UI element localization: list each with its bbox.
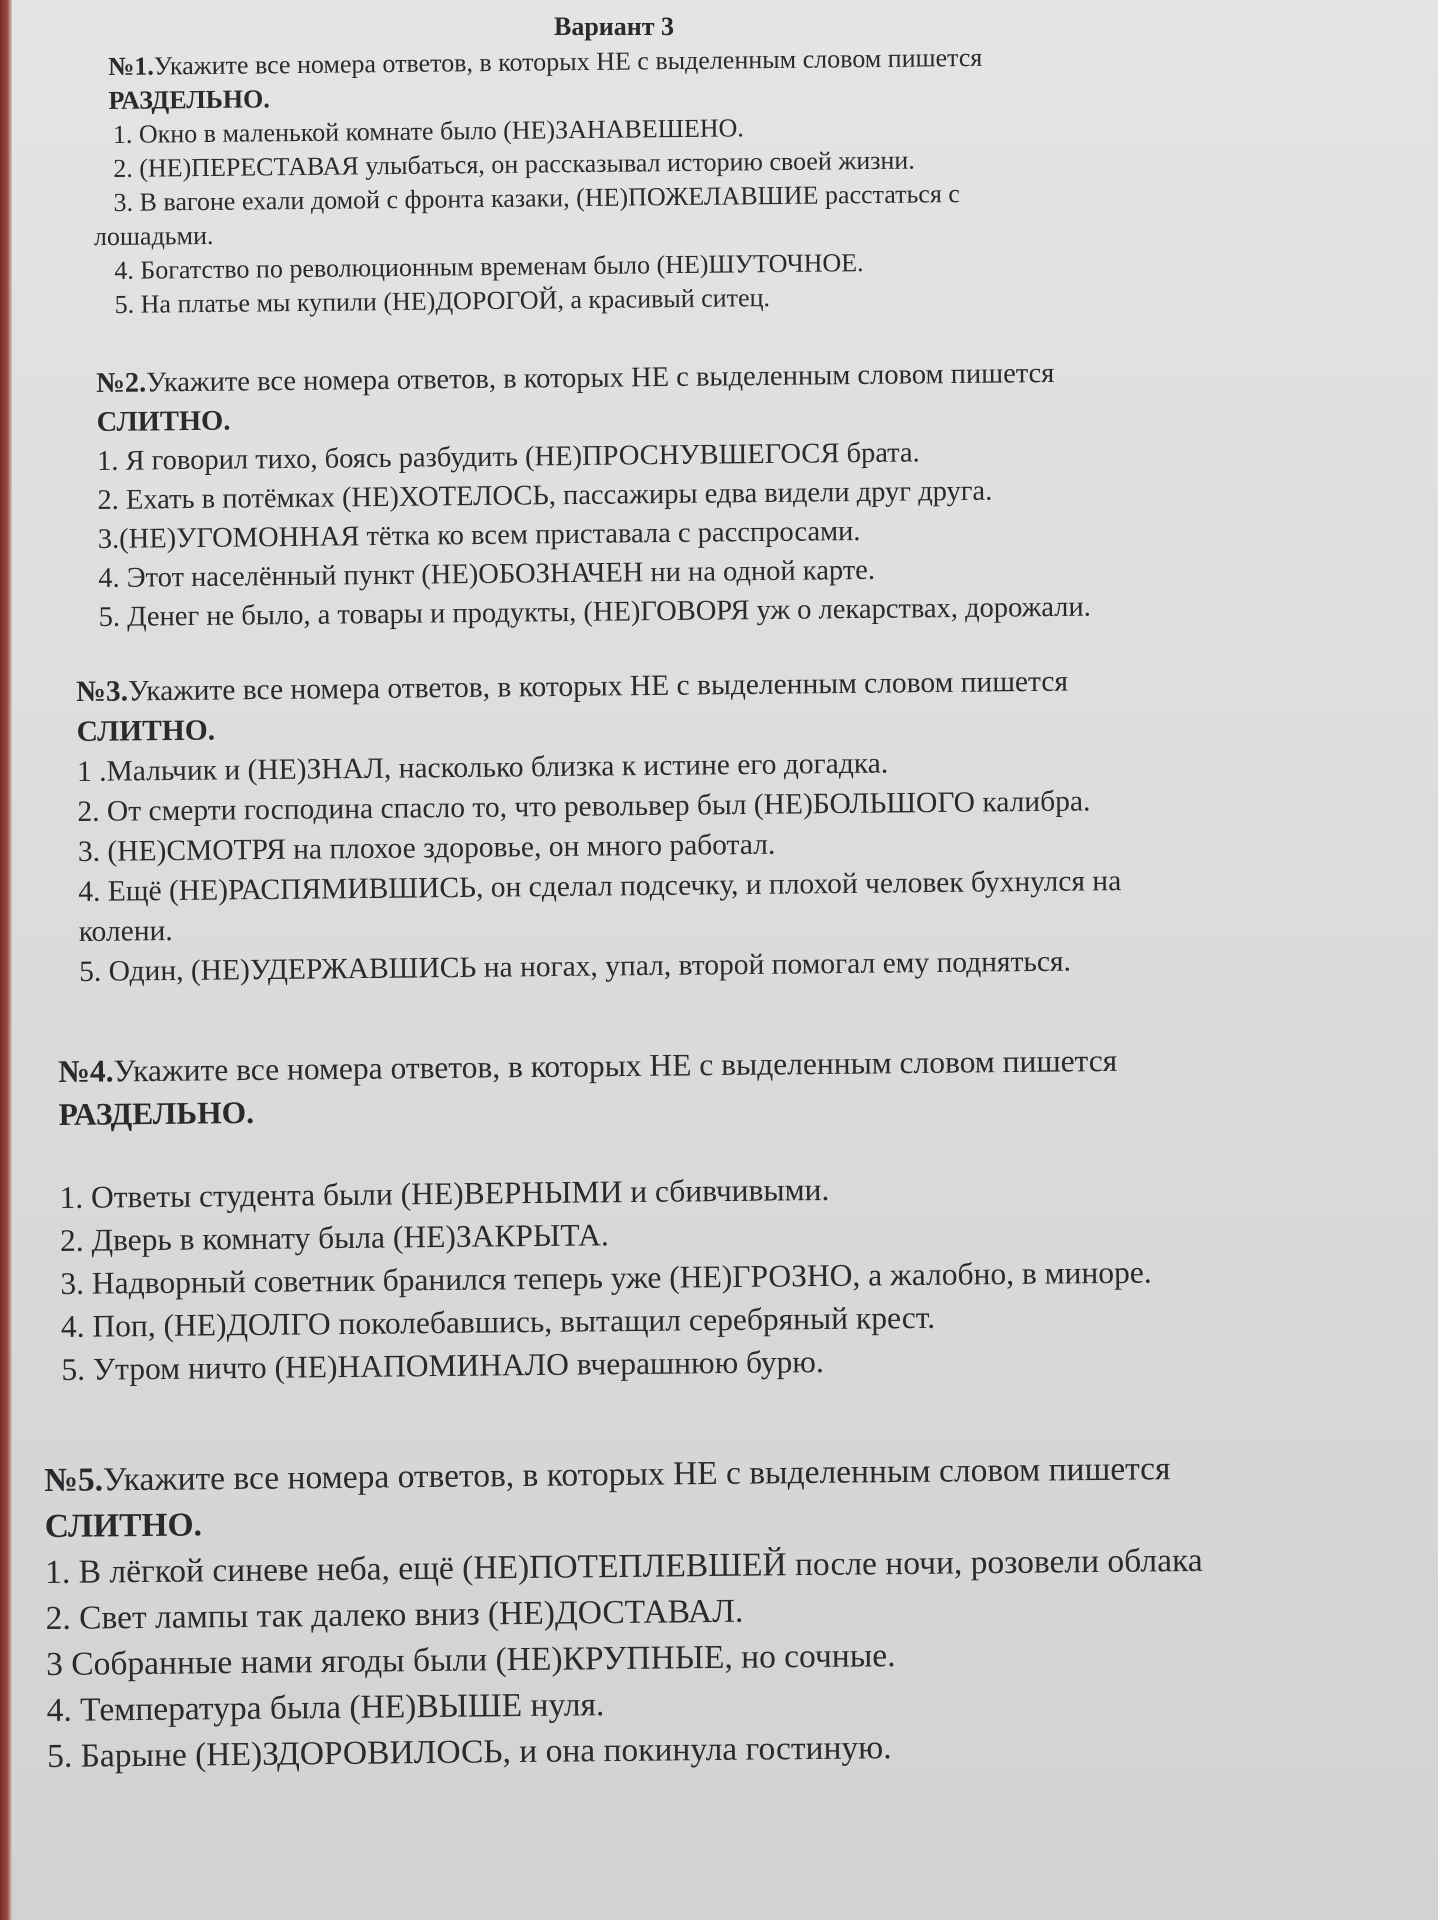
task-1-spelling-mode: РАЗДЕЛЬНО. [108, 84, 270, 115]
task-1-answer-3: 3. В вагоне ехали домой с фронта казаки, (НЕ)ПОЖЕЛАВШИЕ расстаться с лошадьми. [93, 179, 961, 252]
task-3-answer-4: 4. Ещё (НЕ)РАСПЯМИВШИСЬ, он сделал подсечку, и плохой человек бухнулся на колени. [78, 865, 1122, 948]
task-2-number: №2. [96, 367, 147, 399]
task-2 [96, 354, 1091, 637]
task-2-header [96, 354, 1089, 442]
task-2-prompt: Укажите все номера ответов, в которых НЕ с выделенным словом пишется [146, 357, 1055, 399]
task-3-answer-5: 5. Один, (НЕ)УДЕРЖАВШИСЬ на ногах, упал, второй помогал ему подняться. [78, 945, 1072, 988]
worksheet-page [12, 0, 1438, 1920]
task-2-spelling-mode: СЛИТНО. [96, 405, 231, 438]
task-2-answers [97, 432, 1091, 637]
task-1-answer-2: 2. (НЕ)ПЕРЕСТАВАЯ улыбаться, он рассказывал историю своей жизни. [113, 145, 915, 183]
task-5 [44, 1446, 1205, 1780]
task-5-answers [45, 1538, 1205, 1780]
task-5-answer-5: 5. Барыне (НЕ)ЗДОРОВИЛОСЬ, и она покинула гостиную. [46, 1729, 892, 1775]
task-3-header [76, 661, 1120, 752]
task-5-number: №5. [44, 1461, 104, 1499]
task-4-prompt: Укажите все номера ответов, в которых НЕ с выделенным словом пишется [113, 1042, 1118, 1089]
task-2-answer-3: 3.(НЕ)УГОМОННАЯ тётка ко всем приставала с расспросами. [97, 516, 861, 555]
task-4 [58, 1039, 1153, 1391]
task-1-header [108, 41, 983, 118]
task-5-spelling-mode: СЛИТНО. [44, 1506, 203, 1545]
task-1-number: №1. [108, 51, 154, 81]
task-3-answer-1: 1 .Мальчик и (НЕ)ЗНАЛ, насколько близка к истине его догадка. [76, 747, 889, 788]
task-3-spelling-mode: СЛИТНО. [76, 714, 216, 748]
task-1-answer-1: 1. Окно в маленькой комнате было (НЕ)ЗАНАВЕШЕНО. [112, 113, 745, 149]
task-3-answer-2: 2. От смерти господина спасло то, что револьвер был (НЕ)БОЛЬШОГО калибра. [77, 785, 1091, 828]
task-4-spelling-mode: РАЗДЕЛЬНО. [58, 1094, 255, 1132]
task-1-answer-5: 5. На платье мы купили (НЕ)ДОРОГОЙ, а красивый ситец. [114, 283, 771, 319]
task-1-answer-4: 4. Богатство по революционным временам было (НЕ)ШУТОЧНОЕ. [114, 248, 864, 285]
task-5-answer-4: 4. Температура была (НЕ)ВЫШЕ нуля. [46, 1686, 605, 1729]
binder-edge [0, 0, 12, 1920]
task-4-answer-4: 4. Поп, (НЕ)ДОЛГО поколебавшись, вытащил серебряный крест. [60, 1299, 936, 1344]
task-2-answer-1: 1. Я говорил тихо, боясь разбудить (НЕ)ПРОСНУВШЕГОСЯ брата. [96, 437, 920, 477]
task-5-answer-2: 2. Свет лампы так далеко вниз (НЕ)ДОСТАВАЛ. [45, 1592, 744, 1637]
task-1-prompt: Укажите все номера ответов, в которых НЕ с выделенным словом пишется [153, 42, 983, 81]
task-4-answers [59, 1165, 1152, 1391]
task-2-answer-5: 5. Денег не было, а товары и продукты, (НЕ)ГОВОРЯ уж о лекарствах, дорожали. [98, 591, 1091, 633]
task-1 [93, 41, 985, 322]
task-4-number: №4. [58, 1053, 114, 1089]
page-title: Вариант 3 [554, 12, 675, 41]
task-4-answer-2: 2. Дверь в комнату была (НЕ)ЗАКРЫТА. [59, 1217, 609, 1258]
task-4-header [58, 1039, 1150, 1136]
task-3-prompt: Укажите все номера ответов, в которых НЕ с выделенным словом пишется [127, 665, 1069, 708]
task-2-answer-2: 2. Ехать в потёмках (НЕ)ХОТЕЛОСЬ, пассажиры едва видели друг друга. [97, 475, 993, 516]
task-5-answer-1: 1. В лёгкой синеве неба, ещё (НЕ)ПОТЕПЛЕВШЕЙ после ночи, розовели облака [45, 1541, 1203, 1591]
task-2-answer-4: 4. Этот населённый пункт (НЕ)ОБОЗНАЧЕН ни на одной карте. [98, 554, 876, 594]
task-3-number: №3. [76, 675, 129, 708]
task-4-answer-1: 1. Ответы студента были (НЕ)ВЕРНЫМИ и сбивчивыми. [59, 1171, 830, 1215]
task-4-answer-3: 3. Надворный советник бранился теперь уже (НЕ)ГРОЗНО, а жалобно, в миноре. [60, 1254, 1152, 1301]
task-3 [76, 661, 1122, 992]
task-1-answers [93, 109, 985, 322]
task-5-answer-3: 3 Собранные нами ягоды были (НЕ)КРУПНЫЕ, но сочные. [45, 1637, 896, 1683]
task-3-answer-3: 3. (НЕ)СМОТРЯ на плохое здоровье, он много работал. [77, 828, 776, 868]
task-3-answers [77, 741, 1122, 992]
task-5-header [44, 1446, 1202, 1550]
task-4-answer-5: 5. Утром ничто (НЕ)НАПОМИНАЛО вчерашнюю бурю. [61, 1343, 824, 1387]
task-5-prompt: Укажите все номера ответов, в которых НЕ с выделенным словом пишется [102, 1450, 1171, 1499]
